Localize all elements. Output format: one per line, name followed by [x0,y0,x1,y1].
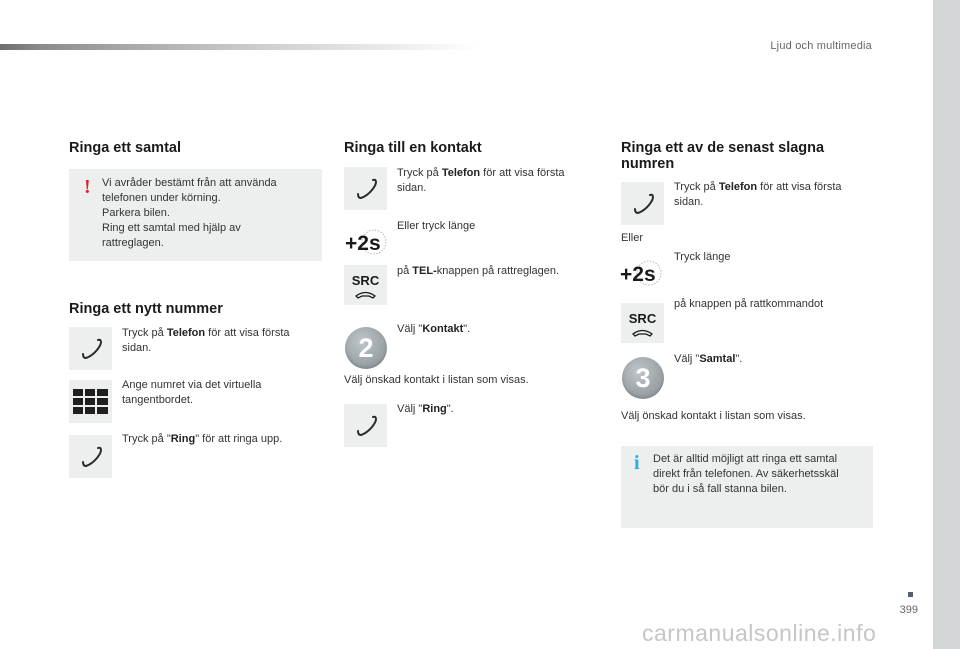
warning-exclamation-icon: ! [84,176,91,198]
warning-line: Vi avråder bestämt från att använda [102,177,277,189]
choose-contact-text: Välj önskad kontakt i listan som visas. [621,410,806,422]
step-text-telefon: Tryck på Telefon för att visa första sidan. [122,327,290,354]
step-text-samtal: Välj "Samtal". [674,353,743,365]
or-text: Eller [621,232,644,244]
warning-line: Parkera bilen. [102,207,170,219]
section-title-ringa-kontakt: Ringa till en kontakt [344,140,482,156]
src-button-box [344,265,387,305]
long-press-label: +2s [345,232,381,255]
warning-text [102,176,317,251]
warning-line: Ring ett samtal med hjälp av [102,222,241,234]
keypad-grid-icon [69,380,112,423]
chapter-title: Ljud och multimedia [770,40,872,52]
phone-icon-box [344,404,387,447]
watermark: carmanualsonline.info [642,620,877,646]
section-title-ringa-ett-samtal: Ringa ett samtal [69,140,181,156]
src-button-box [621,303,664,343]
info-line: Det är alltid möjligt att ringa ett samtal [653,453,838,465]
header-gradient-bar [0,44,480,50]
long-press-label: +2s [620,263,656,286]
src-text: på TEL-knappen på rattreglagen. [397,265,560,277]
hold-text: Tryck länge [674,251,731,263]
step-text-telefon: Tryck på Telefon för att visa första sidan. [397,167,565,194]
step-text-telefon: Tryck på Telefon för att visa första sidan. [674,181,842,208]
phone-handset-icon [344,404,387,447]
phone-handset-icon [344,167,387,210]
long-press-icon [619,256,662,290]
phone-icon-box [69,435,112,478]
page-marker [908,592,913,597]
step-number-badge: 2 [345,327,387,369]
info-line: direkt från telefonen. Av säkerhetsskäl [653,468,839,480]
section-title-senast-slagna: Ringa ett av de senast slagna numren [621,140,825,172]
long-press-icon [344,225,387,259]
src-phone-button-icon [344,265,387,305]
src-text: på knappen på rattkommandot [674,298,824,310]
warning-line: rattreglagen. [102,237,164,249]
step-text-keypad: Ange numret via det virtuella tangentbordet. [122,379,262,406]
src-phone-button-icon [621,303,664,343]
warning-line: telefonen under körning. [102,192,221,204]
src-label: SRC [351,273,380,288]
phone-handset-icon [69,327,112,370]
step-number-badge: 3 [622,357,664,399]
phone-handset-icon [69,435,112,478]
hold-text: Eller tryck länge [397,220,476,232]
step-text-ring: Välj "Ring". [397,403,454,415]
info-box [621,446,873,528]
choose-contact-text: Välj önskad kontakt i listan som visas. [344,374,529,386]
info-line: bör du i så fall stanna bilen. [653,483,787,495]
subsection-title-nytt-nummer: Ringa ett nytt nummer [69,301,223,317]
page-number: 399 [899,604,918,616]
phone-handset-icon [621,182,664,225]
phone-icon-box [69,327,112,370]
page-side-band [933,0,960,649]
phone-icon-box [344,167,387,210]
info-text [653,452,871,497]
keypad-icon-box [69,380,112,423]
step-text-ring: Tryck på "Ring" för att ringa upp. [122,433,283,445]
src-label: SRC [628,311,657,326]
warning-box [69,169,322,261]
info-i-icon: i [634,452,640,474]
step-text-kontakt: Välj "Kontakt". [397,323,471,335]
phone-icon-box [621,182,664,225]
